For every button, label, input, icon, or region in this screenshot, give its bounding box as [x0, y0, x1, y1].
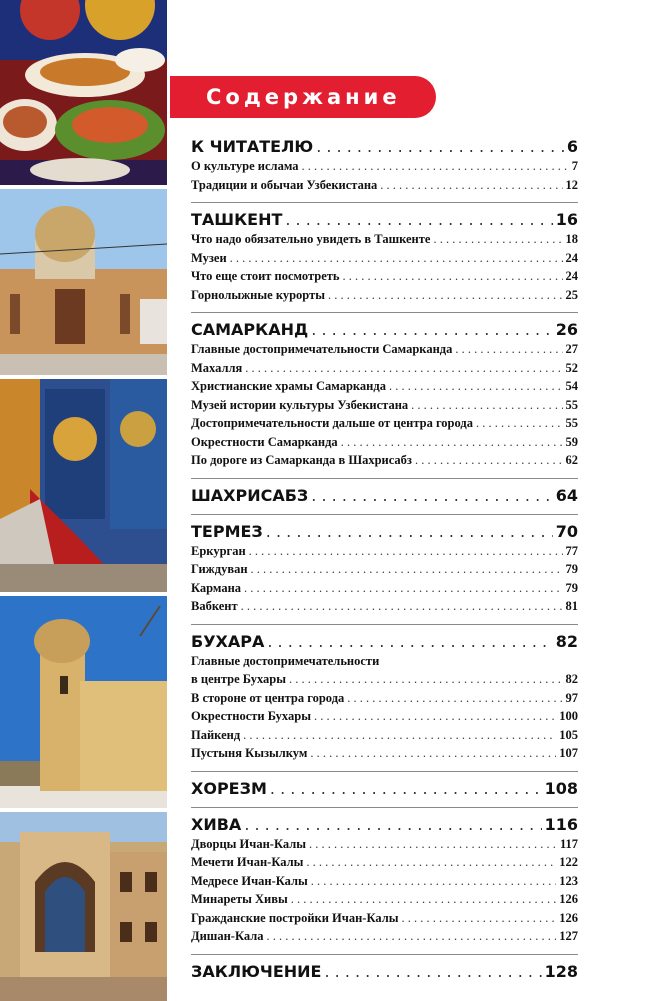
toc-page-number: 64 — [555, 485, 578, 505]
samarkand-interior-photo — [0, 379, 167, 592]
toc-entry-label: Мечети Ичан-Калы — [191, 855, 304, 869]
toc-entry-label: Музей истории культуры Узбекистана — [191, 397, 409, 412]
toc-entry-label: Гражданские постройки Ичан-Калы — [191, 910, 399, 925]
toc-section-entry[interactable] — [191, 522, 578, 544]
toc-entry-label: ХИВА — [191, 814, 242, 834]
toc-subsection-entry[interactable] — [191, 837, 578, 856]
toc-entry-label: Главные достопримечательности Самарканда — [191, 342, 453, 356]
toc-entry-label: Главные достопримечательности — [191, 653, 380, 668]
toc-subsection-entry[interactable] — [191, 178, 578, 197]
toc-entry-label: Еркурган — [191, 543, 246, 558]
toc-subsection-entry[interactable] — [191, 599, 578, 618]
toc-subsection-entry[interactable] — [191, 709, 578, 728]
dot-leader — [324, 962, 541, 981]
section-divider — [191, 478, 578, 479]
toc-page-number: 128 — [544, 961, 578, 981]
toc-subsection-entry[interactable] — [191, 416, 578, 435]
toc-entry-label: Христианские храмы Самарканда — [191, 379, 386, 393]
toc-subsection-entry[interactable] — [191, 159, 578, 178]
toc-section-entry[interactable] — [191, 779, 578, 801]
toc-subsection-entry[interactable] — [191, 269, 578, 288]
dot-leader — [244, 815, 541, 834]
tashkent-mosque-photo — [0, 189, 167, 375]
toc-entry-label: САМАРКАНД — [191, 320, 309, 339]
dot-leader — [433, 232, 562, 247]
toc-entry-label: По дороге из Самарканда в Шахрисабз — [191, 453, 412, 467]
toc-entry-label: Пайкенд — [191, 727, 241, 742]
toc-section-entry[interactable] — [191, 962, 578, 984]
toc-page-number: 7 — [571, 159, 578, 173]
toc-page-number: 24 — [565, 269, 578, 283]
toc-page-number: 117 — [559, 836, 578, 851]
dot-leader — [411, 398, 562, 413]
toc-page-number: 62 — [565, 453, 578, 467]
toc-entry-label: БУХАРА — [191, 631, 265, 651]
toc-page-number: 52 — [565, 360, 578, 375]
toc-page-number: 82 — [555, 631, 578, 651]
toc-section-entry[interactable] — [191, 137, 578, 159]
toc-subsection-entry[interactable] — [191, 251, 578, 270]
dot-leader — [251, 562, 563, 577]
toc-entry-label: Пустыня Кызылкум — [191, 746, 308, 760]
dot-leader — [309, 837, 557, 852]
toc-page-number: 82 — [565, 672, 578, 686]
food-platter-photo — [0, 0, 167, 185]
toc-entry-label: Традиции и обычаи Узбекистана — [191, 177, 378, 192]
toc-page-number: 77 — [565, 543, 578, 558]
dot-leader — [267, 929, 557, 944]
toc-page-number: 6 — [566, 137, 578, 156]
dot-leader — [291, 892, 557, 907]
dot-leader — [311, 874, 556, 889]
table-of-contents — [191, 137, 578, 984]
toc-page-number: 55 — [565, 397, 578, 412]
dot-leader — [285, 210, 552, 229]
section-divider — [191, 202, 578, 203]
toc-entry-label: в центре Бухары — [191, 672, 286, 686]
toc-subsection-entry[interactable] — [191, 672, 578, 691]
dot-leader — [243, 728, 556, 743]
dot-leader — [343, 269, 563, 284]
toc-page-number: 126 — [559, 892, 578, 906]
toc-subsection-entry[interactable] — [191, 746, 578, 765]
dot-leader — [328, 288, 563, 303]
toc-entry-label: Медресе Ичан-Калы — [191, 873, 308, 888]
section-divider — [191, 807, 578, 808]
toc-subsection-entry[interactable] — [191, 361, 578, 380]
toc-page-number: 12 — [565, 177, 578, 192]
toc-subsection-entry[interactable] — [191, 435, 578, 454]
dot-leader — [267, 632, 552, 651]
toc-entry-label: О культуре ислама — [191, 159, 299, 173]
dot-leader — [266, 522, 553, 541]
toc-page-number: 81 — [565, 599, 578, 613]
toc-subsection-entry[interactable] — [191, 379, 578, 398]
toc-subsection-entry[interactable] — [191, 288, 578, 307]
toc-subsection-entry[interactable] — [191, 581, 578, 600]
toc-entry-label: Достопримечательности дальше от центра города — [191, 416, 473, 430]
dot-leader — [380, 178, 562, 193]
dot-leader — [245, 361, 562, 376]
contents-title-banner — [170, 76, 436, 118]
toc-entry-label: Окрестности Самарканда — [191, 434, 338, 449]
toc-entry-label: Дворцы Ичан-Калы — [191, 836, 306, 851]
toc-subsection-entry[interactable] — [191, 691, 578, 710]
dot-leader — [316, 137, 564, 156]
toc-entry-label: Окрестности Бухары — [191, 709, 311, 723]
toc-entry-label: Дишан-Кала — [191, 929, 264, 943]
toc-subsection-entry[interactable] — [191, 342, 578, 361]
toc-entry-label: ТЕРМЕЗ — [191, 521, 263, 541]
toc-section-entry[interactable] — [191, 486, 578, 508]
section-divider — [191, 312, 578, 313]
toc-page-number: 55 — [565, 416, 578, 430]
dot-leader — [476, 416, 563, 431]
toc-entry-label: ТАШКЕНТ — [191, 210, 283, 229]
toc-subsection-entry[interactable] — [191, 874, 578, 893]
toc-page-number: 100 — [559, 709, 578, 723]
dot-leader — [347, 691, 562, 706]
toc-page-number: 27 — [565, 342, 578, 356]
dot-leader — [455, 342, 562, 357]
toc-subsection-entry[interactable] — [191, 911, 578, 930]
toc-entry-label: Кармана — [191, 580, 242, 595]
dot-leader — [311, 320, 552, 339]
toc-subsection-entry[interactable] — [191, 544, 578, 563]
contents-title: Содержание — [206, 85, 401, 109]
toc-page-number: 25 — [565, 287, 578, 302]
toc-page-number: 54 — [565, 379, 578, 393]
toc-subsection-entry[interactable] — [191, 929, 578, 948]
toc-entry-label: Музеи — [191, 250, 227, 265]
dot-leader — [249, 544, 563, 559]
toc-page-number: 24 — [565, 250, 578, 265]
toc-subsection-entry[interactable] — [191, 562, 578, 581]
toc-section-entry[interactable] — [191, 632, 578, 654]
toc-entry-label: Горнолыжные курорты — [191, 287, 325, 302]
toc-entry-label: К ЧИТАТЕЛЮ — [191, 137, 314, 156]
dot-leader — [306, 855, 556, 870]
photo-strip — [0, 0, 167, 1001]
toc-entry-label: В стороне от центра города — [191, 690, 345, 705]
toc-entry-label: Что еще стоит посмотреть — [191, 269, 340, 283]
toc-entry-label: ЗАКЛЮЧЕНИЕ — [191, 961, 322, 981]
dot-leader — [241, 599, 563, 614]
toc-page-number: 79 — [565, 580, 578, 595]
toc-entry-label: ШАХРИСАБЗ — [191, 485, 309, 505]
khiva-madrasa-photo — [0, 812, 167, 1001]
toc-subsection-entry[interactable] — [191, 728, 578, 747]
toc-entry-label: Что надо обязательно увидеть в Ташкенте — [191, 232, 431, 246]
toc-page-number: 70 — [555, 521, 578, 541]
toc-page-number: 126 — [559, 910, 578, 925]
toc-page-number: 123 — [559, 873, 578, 888]
toc-entry-label: Вабкент — [191, 599, 238, 613]
toc-subsection-entry[interactable] — [191, 232, 578, 251]
toc-page-number: 108 — [544, 778, 578, 798]
toc-subsection-entry[interactable] — [191, 654, 578, 673]
section-divider — [191, 514, 578, 515]
toc-subsection-entry[interactable] — [191, 453, 578, 472]
section-divider — [191, 954, 578, 955]
toc-section-entry[interactable] — [191, 210, 578, 232]
toc-subsection-entry[interactable] — [191, 398, 578, 417]
dot-leader — [302, 159, 569, 174]
bukhara-fortress-photo — [0, 596, 167, 808]
toc-entry-label: Минареты Хивы — [191, 892, 288, 906]
section-divider — [191, 771, 578, 772]
toc-page-number: 97 — [565, 690, 578, 705]
toc-section-entry[interactable] — [191, 320, 578, 342]
toc-subsection-entry[interactable] — [191, 892, 578, 911]
dot-leader — [230, 251, 563, 266]
toc-page-number: 105 — [559, 727, 578, 742]
dot-leader — [341, 435, 563, 450]
dot-leader — [244, 581, 562, 596]
toc-page-number: 26 — [555, 320, 578, 339]
toc-page-number: 59 — [565, 434, 578, 449]
toc-page-number: 16 — [555, 210, 578, 229]
toc-page-number: 79 — [565, 562, 578, 576]
dot-leader — [389, 379, 563, 394]
toc-page-number: 107 — [559, 746, 578, 760]
toc-page-number: 116 — [544, 814, 578, 834]
toc-page-number: 122 — [559, 855, 578, 869]
toc-entry-label: Махалля — [191, 360, 243, 375]
dot-leader — [415, 453, 563, 468]
toc-subsection-entry[interactable] — [191, 855, 578, 874]
dot-leader — [289, 672, 563, 687]
section-divider — [191, 624, 578, 625]
toc-page-number: 18 — [565, 232, 578, 246]
toc-page-number: 127 — [559, 929, 578, 943]
dot-leader — [401, 911, 556, 926]
toc-entry-label: Гиждуван — [191, 562, 248, 576]
dot-leader — [311, 486, 552, 505]
dot-leader — [270, 779, 542, 798]
toc-section-entry[interactable] — [191, 815, 578, 837]
dot-leader — [310, 746, 556, 761]
dot-leader — [314, 709, 556, 724]
toc-entry-label: ХОРЕЗМ — [191, 778, 267, 798]
